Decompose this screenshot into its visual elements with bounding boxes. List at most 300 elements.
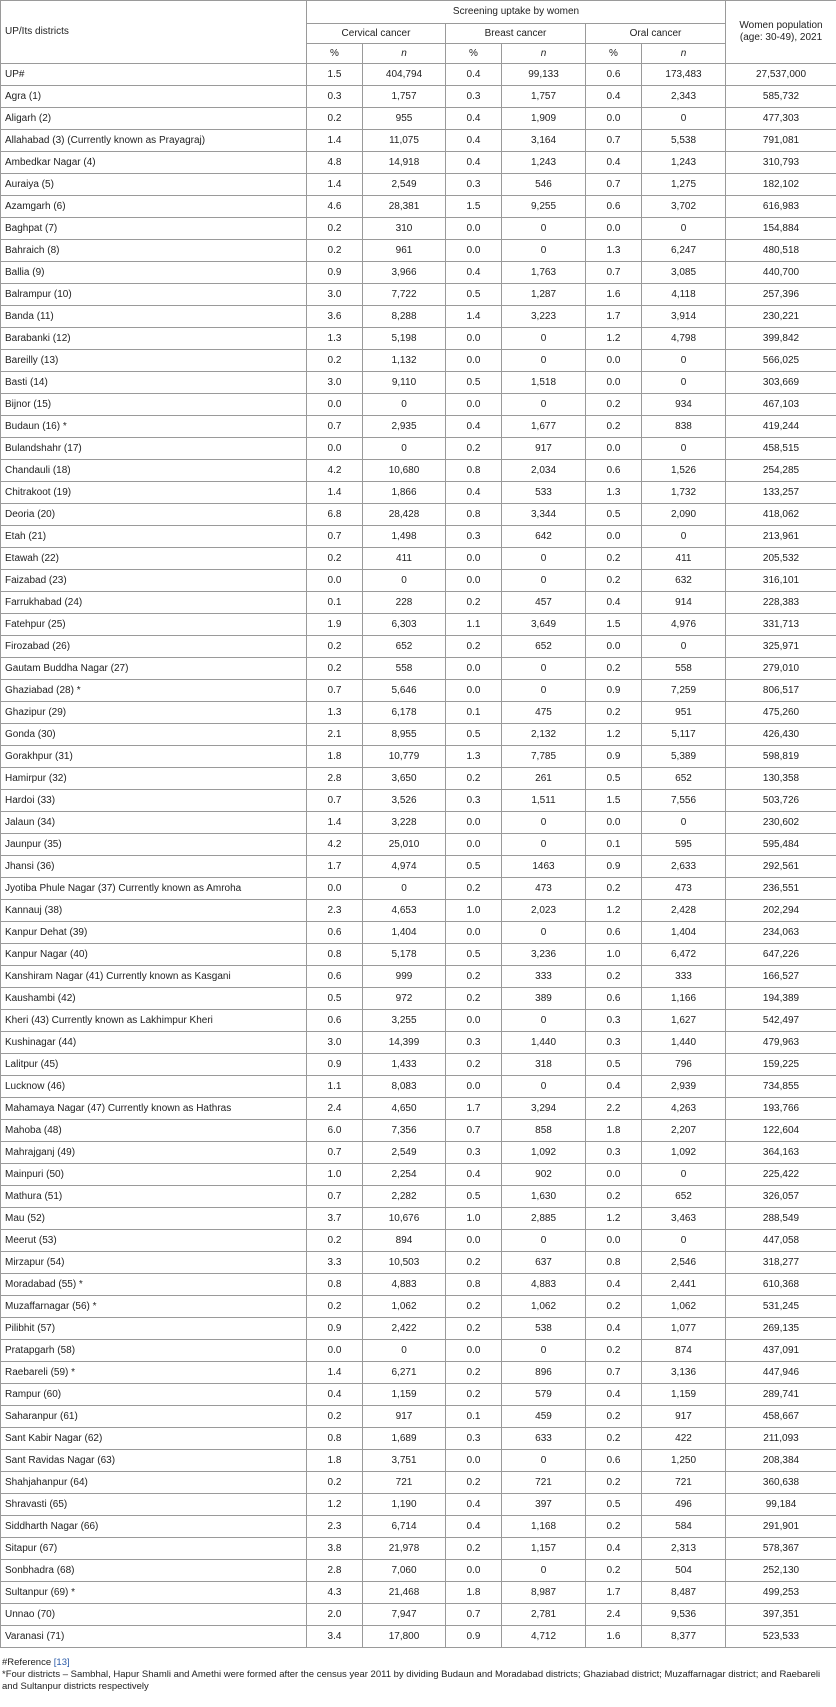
value-cell: 0.2 [446, 878, 502, 900]
value-cell: 8,987 [502, 1582, 586, 1604]
value-cell: 333 [502, 966, 586, 988]
value-cell: 0.0 [586, 1164, 642, 1186]
value-cell: 10,779 [363, 746, 446, 768]
table-row [1, 1164, 836, 1186]
value-cell: 2.0 [307, 1604, 363, 1626]
value-cell: 0.2 [446, 768, 502, 790]
table-row [1, 1208, 836, 1230]
value-cell: 0.6 [307, 922, 363, 944]
value-cell: 1,763 [502, 262, 586, 284]
value-cell: 4.2 [307, 834, 363, 856]
value-cell: 1,511 [502, 790, 586, 812]
district-cell: Meerut (53) [1, 1230, 307, 1252]
value-cell: 1.8 [586, 1120, 642, 1142]
district-cell: Mahamaya Nagar (47) Currently known as Hathras [1, 1098, 307, 1120]
value-cell: 9,536 [642, 1604, 726, 1626]
value-cell: 122,604 [726, 1120, 836, 1142]
value-cell: 475 [502, 702, 586, 724]
footnote: *Four districts – Sambhal, Hapur Shamli and Amethi were formed after the census year 2011 by dividing Budaun and Moradabad districts; Ghaziabad district; Muzaffarnagar district; and Raebareli and Sultanpur districts respectively [2, 1669, 821, 1692]
value-cell: 558 [642, 658, 726, 680]
value-cell: 310 [363, 218, 446, 240]
table-row [1, 218, 836, 240]
table-row [1, 240, 836, 262]
value-cell: 0.5 [446, 856, 502, 878]
value-cell: 333 [642, 966, 726, 988]
value-cell: 3,223 [502, 306, 586, 328]
district-cell: Lalitpur (45) [1, 1054, 307, 1076]
value-cell: 4.3 [307, 1582, 363, 1604]
value-cell: 0.3 [586, 1142, 642, 1164]
value-cell: 0 [642, 1164, 726, 1186]
table-body [1, 64, 836, 1648]
value-cell: 0.0 [446, 658, 502, 680]
table-row [1, 86, 836, 108]
value-cell: 0 [502, 218, 586, 240]
district-cell: Baghpat (7) [1, 218, 307, 240]
value-cell: 1.0 [446, 1208, 502, 1230]
header-oral-pct: % [586, 44, 642, 64]
value-cell: 0.0 [586, 218, 642, 240]
value-cell: 972 [363, 988, 446, 1010]
district-cell: Jyotiba Phule Nagar (37) Currently known as Amroha [1, 878, 307, 900]
value-cell: 0 [363, 878, 446, 900]
value-cell: 0 [502, 1076, 586, 1098]
value-cell: 3,526 [363, 790, 446, 812]
value-cell: 2,549 [363, 174, 446, 196]
value-cell: 473 [642, 878, 726, 900]
district-cell: Deoria (20) [1, 504, 307, 526]
value-cell: 318 [502, 1054, 586, 1076]
value-cell: 0.4 [446, 1494, 502, 1516]
value-cell: 10,503 [363, 1252, 446, 1274]
value-cell: 2.4 [586, 1604, 642, 1626]
value-cell: 437,091 [726, 1340, 836, 1362]
value-cell: 1,757 [363, 86, 446, 108]
value-cell: 7,556 [642, 790, 726, 812]
value-cell: 3,702 [642, 196, 726, 218]
value-cell: 5,198 [363, 328, 446, 350]
value-cell: 0.2 [586, 1472, 642, 1494]
value-cell: 0.4 [586, 1538, 642, 1560]
value-cell: 5,389 [642, 746, 726, 768]
district-cell: Mirzapur (54) [1, 1252, 307, 1274]
value-cell: 1.3 [586, 240, 642, 262]
value-cell: 10,676 [363, 1208, 446, 1230]
value-cell: 1,630 [502, 1186, 586, 1208]
table-row [1, 526, 836, 548]
value-cell: 0.2 [446, 1538, 502, 1560]
value-cell: 3.6 [307, 306, 363, 328]
value-cell: 546 [502, 174, 586, 196]
value-cell: 0.8 [307, 944, 363, 966]
value-cell: 2.2 [586, 1098, 642, 1120]
value-cell: 0.2 [586, 878, 642, 900]
district-cell: Saharanpur (61) [1, 1406, 307, 1428]
value-cell: 1,287 [502, 284, 586, 306]
value-cell: 3.0 [307, 372, 363, 394]
value-cell: 917 [502, 438, 586, 460]
value-cell: 0.4 [586, 86, 642, 108]
value-cell: 2,935 [363, 416, 446, 438]
value-cell: 0.5 [446, 724, 502, 746]
table-row [1, 350, 836, 372]
district-cell: Aligarh (2) [1, 108, 307, 130]
value-cell: 0.2 [307, 636, 363, 658]
header-district: UP/Its districts [1, 1, 307, 64]
value-cell: 0.2 [307, 240, 363, 262]
value-cell: 3.0 [307, 284, 363, 306]
value-cell: 1,243 [502, 152, 586, 174]
value-cell: 0.9 [586, 856, 642, 878]
table-row [1, 394, 836, 416]
table-row [1, 372, 836, 394]
value-cell: 0.0 [446, 812, 502, 834]
value-cell: 0 [642, 636, 726, 658]
value-cell: 303,669 [726, 372, 836, 394]
value-cell: 0.3 [446, 174, 502, 196]
value-cell: 0.0 [446, 1450, 502, 1472]
table-row [1, 768, 836, 790]
value-cell: 0.2 [307, 218, 363, 240]
district-cell: Banda (11) [1, 306, 307, 328]
table-row [1, 130, 836, 152]
value-cell: 326,057 [726, 1186, 836, 1208]
district-cell: UP# [1, 64, 307, 86]
value-cell: 503,726 [726, 790, 836, 812]
value-cell: 0.2 [586, 548, 642, 570]
value-cell: 419,244 [726, 416, 836, 438]
value-cell: 0 [502, 680, 586, 702]
value-cell: 5,117 [642, 724, 726, 746]
value-cell: 0.2 [307, 1230, 363, 1252]
value-cell: 3.0 [307, 1032, 363, 1054]
value-cell: 2.3 [307, 900, 363, 922]
value-cell: 0.0 [446, 922, 502, 944]
value-cell: 0.7 [586, 262, 642, 284]
district-cell: Sultanpur (69) * [1, 1582, 307, 1604]
value-cell: 11,075 [363, 130, 446, 152]
value-cell: 0 [502, 1010, 586, 1032]
value-cell: 0.0 [446, 1230, 502, 1252]
value-cell: 1,062 [642, 1296, 726, 1318]
value-cell: 1.5 [446, 196, 502, 218]
value-cell: 0.9 [307, 1054, 363, 1076]
value-cell: 0.3 [446, 1142, 502, 1164]
value-cell: 1.4 [307, 174, 363, 196]
reference-link[interactable]: [13] [53, 1657, 70, 1668]
value-cell: 5,646 [363, 680, 446, 702]
value-cell: 166,527 [726, 966, 836, 988]
value-cell: 838 [642, 416, 726, 438]
value-cell: 652 [502, 636, 586, 658]
value-cell: 961 [363, 240, 446, 262]
table-row [1, 1582, 836, 1604]
value-cell: 499,253 [726, 1582, 836, 1604]
value-cell: 399,842 [726, 328, 836, 350]
value-cell: 28,428 [363, 504, 446, 526]
district-cell: Pratapgarh (58) [1, 1340, 307, 1362]
district-cell: Faizabad (23) [1, 570, 307, 592]
value-cell: 1,157 [502, 1538, 586, 1560]
value-cell: 538 [502, 1318, 586, 1340]
district-cell: Bijnor (15) [1, 394, 307, 416]
value-cell: 0.2 [446, 1362, 502, 1384]
value-cell: 0.2 [307, 1296, 363, 1318]
value-cell: 2.8 [307, 1560, 363, 1582]
district-cell: Gorakhpur (31) [1, 746, 307, 768]
value-cell: 467,103 [726, 394, 836, 416]
value-cell: 533 [502, 482, 586, 504]
value-cell: 2,034 [502, 460, 586, 482]
value-cell: 1,168 [502, 1516, 586, 1538]
value-cell: 2,781 [502, 1604, 586, 1626]
value-cell: 6,303 [363, 614, 446, 636]
value-cell: 637 [502, 1252, 586, 1274]
value-cell: 440,700 [726, 262, 836, 284]
value-cell: 3,085 [642, 262, 726, 284]
value-cell: 0 [502, 394, 586, 416]
value-cell: 0.0 [446, 350, 502, 372]
value-cell: 236,551 [726, 878, 836, 900]
table-row [1, 1560, 836, 1582]
header-cervical-pct: % [307, 44, 363, 64]
value-cell: 0.0 [446, 1560, 502, 1582]
district-cell: Jaunpur (35) [1, 834, 307, 856]
value-cell: 2.8 [307, 768, 363, 790]
value-cell: 4,263 [642, 1098, 726, 1120]
value-cell: 228,383 [726, 592, 836, 614]
value-cell: 0.7 [307, 526, 363, 548]
value-cell: 0 [642, 438, 726, 460]
table-row [1, 460, 836, 482]
header-breast-n: n [502, 44, 586, 64]
value-cell: 0 [642, 812, 726, 834]
district-cell: Allahabad (3) (Currently known as Prayagraj) [1, 130, 307, 152]
value-cell: 2,633 [642, 856, 726, 878]
value-cell: 457 [502, 592, 586, 614]
value-cell: 0.2 [586, 416, 642, 438]
value-cell: 0.5 [446, 372, 502, 394]
table-row [1, 1186, 836, 1208]
table-row [1, 1142, 836, 1164]
value-cell: 7,722 [363, 284, 446, 306]
value-cell: 1,404 [363, 922, 446, 944]
value-cell: 1,132 [363, 350, 446, 372]
value-cell: 0.7 [446, 1604, 502, 1626]
value-cell: 202,294 [726, 900, 836, 922]
value-cell: 0.6 [586, 988, 642, 1010]
value-cell: 0.2 [307, 1472, 363, 1494]
value-cell: 4,883 [502, 1274, 586, 1296]
value-cell: 1.7 [446, 1098, 502, 1120]
value-cell: 6,714 [363, 1516, 446, 1538]
district-cell: Mau (52) [1, 1208, 307, 1230]
district-cell: Muzaffarnagar (56) * [1, 1296, 307, 1318]
value-cell: 0.4 [307, 1384, 363, 1406]
district-cell: Farrukhabad (24) [1, 592, 307, 614]
value-cell: 418,062 [726, 504, 836, 526]
value-cell: 0.2 [586, 394, 642, 416]
value-cell: 951 [642, 702, 726, 724]
value-cell: 1,757 [502, 86, 586, 108]
value-cell: 0.8 [446, 1274, 502, 1296]
value-cell: 4,798 [642, 328, 726, 350]
value-cell: 2,282 [363, 1186, 446, 1208]
value-cell: 422 [642, 1428, 726, 1450]
value-cell: 3,344 [502, 504, 586, 526]
value-cell: 14,399 [363, 1032, 446, 1054]
value-cell: 17,800 [363, 1626, 446, 1648]
value-cell: 1,526 [642, 460, 726, 482]
value-cell: 257,396 [726, 284, 836, 306]
value-cell: 0.0 [586, 108, 642, 130]
value-cell: 0 [502, 658, 586, 680]
table-row [1, 680, 836, 702]
value-cell: 566,025 [726, 350, 836, 372]
value-cell: 1.2 [586, 328, 642, 350]
value-cell: 21,468 [363, 1582, 446, 1604]
value-cell: 1,732 [642, 482, 726, 504]
table-notes [2, 1657, 834, 1693]
value-cell: 21,978 [363, 1538, 446, 1560]
value-cell: 0.0 [307, 878, 363, 900]
value-cell: 3,294 [502, 1098, 586, 1120]
reference-note [2, 1657, 834, 1669]
value-cell: 1,077 [642, 1318, 726, 1340]
table-row [1, 1340, 836, 1362]
value-cell: 0.0 [446, 240, 502, 262]
value-cell: 6,178 [363, 702, 446, 724]
value-cell: 0.0 [586, 350, 642, 372]
value-cell: 130,358 [726, 768, 836, 790]
value-cell: 0.0 [446, 1076, 502, 1098]
value-cell: 159,225 [726, 1054, 836, 1076]
table-row [1, 1252, 836, 1274]
value-cell: 0.2 [446, 1054, 502, 1076]
value-cell: 1,159 [363, 1384, 446, 1406]
table-row [1, 1318, 836, 1340]
value-cell: 0.2 [446, 438, 502, 460]
value-cell: 6.8 [307, 504, 363, 526]
value-cell: 475,260 [726, 702, 836, 724]
value-cell: 99,184 [726, 1494, 836, 1516]
value-cell: 0.5 [446, 944, 502, 966]
value-cell: 3.8 [307, 1538, 363, 1560]
value-cell: 896 [502, 1362, 586, 1384]
value-cell: 0.5 [446, 1186, 502, 1208]
value-cell: 0 [642, 372, 726, 394]
header-cervical-n: n [363, 44, 446, 64]
value-cell: 4,883 [363, 1274, 446, 1296]
value-cell: 0.2 [586, 1560, 642, 1582]
value-cell: 1.4 [446, 306, 502, 328]
district-cell: Shravasti (65) [1, 1494, 307, 1516]
value-cell: 4.6 [307, 196, 363, 218]
value-cell: 1,062 [502, 1296, 586, 1318]
value-cell: 0.6 [586, 64, 642, 86]
value-cell: 3,164 [502, 130, 586, 152]
value-cell: 9,255 [502, 196, 586, 218]
header-population: Women population (age: 30-49), 2021 [726, 1, 836, 64]
district-cell: Rampur (60) [1, 1384, 307, 1406]
value-cell: 1,062 [363, 1296, 446, 1318]
value-cell: 0.5 [446, 284, 502, 306]
value-cell: 0.3 [446, 526, 502, 548]
value-cell: 0.3 [307, 86, 363, 108]
district-cell: Kanpur Dehat (39) [1, 922, 307, 944]
value-cell: 0.0 [446, 548, 502, 570]
value-cell: 2,441 [642, 1274, 726, 1296]
value-cell: 1,190 [363, 1494, 446, 1516]
value-cell: 6,472 [642, 944, 726, 966]
value-cell: 1,498 [363, 526, 446, 548]
table-row [1, 900, 836, 922]
district-cell: Hardoi (33) [1, 790, 307, 812]
value-cell: 1.8 [446, 1582, 502, 1604]
value-cell: 0.5 [586, 1054, 642, 1076]
value-cell: 0.4 [586, 1274, 642, 1296]
table-row [1, 856, 836, 878]
table-row [1, 438, 836, 460]
value-cell: 734,855 [726, 1076, 836, 1098]
district-cell: Bulandshahr (17) [1, 438, 307, 460]
district-cell: Chitrakoot (19) [1, 482, 307, 504]
value-cell: 0 [502, 834, 586, 856]
value-cell: 473 [502, 878, 586, 900]
value-cell: 2,132 [502, 724, 586, 746]
value-cell: 1.7 [586, 1582, 642, 1604]
value-cell: 0.5 [307, 988, 363, 1010]
value-cell: 27,537,000 [726, 64, 836, 86]
value-cell: 1,440 [642, 1032, 726, 1054]
value-cell: 542,497 [726, 1010, 836, 1032]
value-cell: 1.8 [307, 746, 363, 768]
value-cell: 0.0 [446, 680, 502, 702]
table-row [1, 1076, 836, 1098]
value-cell: 647,226 [726, 944, 836, 966]
district-cell: Mainpuri (50) [1, 1164, 307, 1186]
value-cell: 182,102 [726, 174, 836, 196]
table-row [1, 1274, 836, 1296]
district-cell: Bareilly (13) [1, 350, 307, 372]
value-cell: 1,866 [363, 482, 446, 504]
value-cell: 0.2 [307, 108, 363, 130]
value-cell: 1,159 [642, 1384, 726, 1406]
table-row [1, 570, 836, 592]
value-cell: 4,653 [363, 900, 446, 922]
value-cell: 0.1 [307, 592, 363, 614]
value-cell: 0.0 [446, 570, 502, 592]
value-cell: 652 [642, 768, 726, 790]
value-cell: 0.4 [586, 1076, 642, 1098]
value-cell: 0.5 [586, 768, 642, 790]
value-cell: 1,092 [642, 1142, 726, 1164]
value-cell: 0.7 [586, 130, 642, 152]
value-cell: 0.0 [586, 526, 642, 548]
district-cell: Kheri (43) Currently known as Lakhimpur Kheri [1, 1010, 307, 1032]
value-cell: 0.4 [446, 64, 502, 86]
value-cell: 0.2 [446, 988, 502, 1010]
value-cell: 0.7 [307, 680, 363, 702]
value-cell: 364,163 [726, 1142, 836, 1164]
value-cell: 0.2 [446, 966, 502, 988]
value-cell: 721 [642, 1472, 726, 1494]
value-cell: 7,060 [363, 1560, 446, 1582]
value-cell: 8,487 [642, 1582, 726, 1604]
value-cell: 0 [363, 394, 446, 416]
district-cell: Raebareli (59) * [1, 1362, 307, 1384]
value-cell: 0.4 [446, 152, 502, 174]
